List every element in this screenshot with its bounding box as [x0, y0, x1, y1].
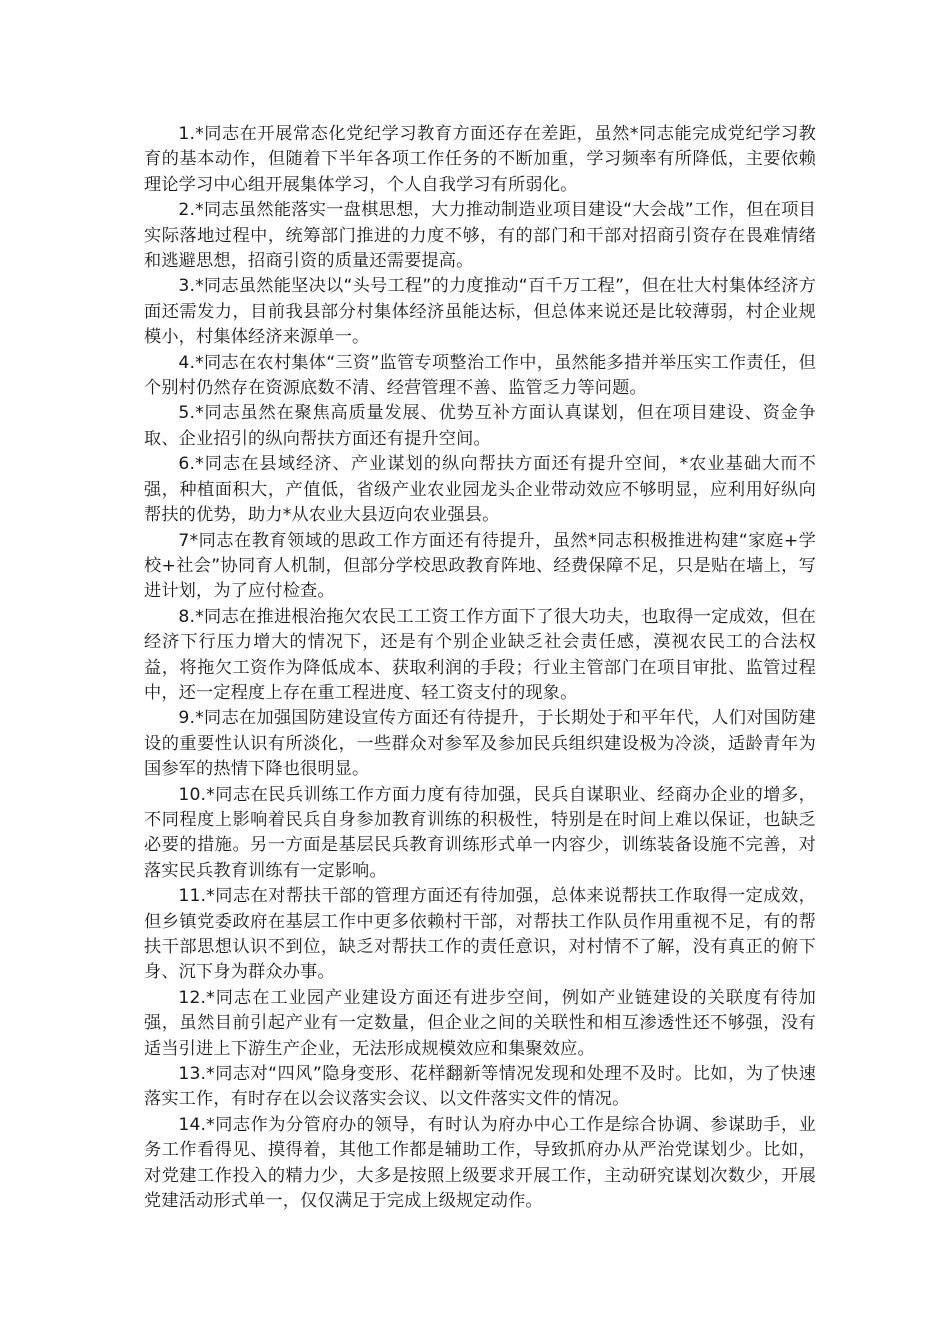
paragraph-11: 11.*同志在对帮扶干部的管理方面还有待加强，总体来说帮扶工作取得一定成效，但乡镇党委政府在基层工作中更多依赖村干部，对帮扶工作队员作用重视不足，有的帮扶干部思想认识不到位，缺乏对帮扶工作的责任意识，对村情不了解，没有真正的俯下身、沉下身为群众办事。	[144, 886, 816, 983]
paragraph-6: 6.*同志在县域经济、产业谋划的纵向帮扶方面还有提升空间，*农业基础大而不强，种植面积大，产值低，省级产业农业园龙头企业带动效应不够明显，应利用好纵向帮扶的优势，助力*从农业大县迈向农业强县。	[144, 454, 816, 526]
paragraph-12: 12.*同志在工业园产业建设方面还有进步空间，例如产业链建设的关联度有待加强，虽然目前引起产业有一定数量，但企业之间的关联性和相互渗透性还不够强，没有适当引进上下游生产企业，无法形成规模效应和集聚效应。	[144, 987, 816, 1059]
paragraph-7: 7*同志在教育领域的思政工作方面还有待提升，虽然*同志积极推进构建“家庭+学校+社会”协同育人机制，但部分学校思政教育阵地、经费保障不足，只是贴在墙上，写进计划，为了应付检查。	[144, 530, 816, 602]
paragraph-14: 14.*同志作为分管府办的领导，有时认为府办中心工作是综合协调、参谋助手，业务工作看得见、摸得着，其他工作都是辅助工作，导致抓府办从严治党谋划少。比如，对党建工作投入的精力少，大多是按照上级要求开展工作，主动研究谋划次数少，开展党建活动形式单一，仅仅满足于完成上级规定动作。	[144, 1114, 816, 1212]
paragraph-3: 3.*同志虽然能坚决以“头号工程”的力度推动“百千万工程”，但在壮大村集体经济方面还需发力，目前我县部分村集体经济虽能达标，但总体来说还是比较薄弱，村企业规模小，村集体经济来源单一。	[144, 276, 816, 348]
document-body	[144, 122, 816, 1214]
paragraph-9: 9.*同志在加强国防建设宣传方面还有待提升，于长期处于和平年代，人们对国防建设的重要性认识有所淡化，一些群众对参军及参加民兵组织建设极为冷淡，适龄青年为国参军的热情下降也很明显。	[144, 708, 816, 780]
paragraph-2: 2.*同志虽然能落实一盘棋思想，大力推动制造业项目建设“大会战”工作，但在项目实际落地过程中，统筹部门推进的力度不够，有的部门和干部对招商引资存在畏难情绪和逃避思想，招商引资的质量还需要提高。	[144, 200, 816, 272]
paragraph-4: 4.*同志在农村集体“三资”监管专项整治工作中，虽然能多措并举压实工作责任，但个别村仍然存在资源底数不清、经营管理不善、监管乏力等问题。	[144, 352, 816, 399]
paragraph-13: 13.*同志对“四风”隐身变形、花样翻新等情况发现和处理不及时。比如，为了快速落实工作，有时存在以会议落实会议、以文件落实文件的情况。	[144, 1064, 816, 1110]
paragraph-1: 1.*同志在开展常态化党纪学习教育方面还存在差距，虽然*同志能完成党纪学习教育的基本动作，但随着下半年各项工作任务的不断加重，学习频率有所降低，主要依赖理论学习中心组开展集体学习，个人自我学习有所弱化。	[144, 124, 816, 195]
paragraph-5: 5.*同志虽然在聚焦高质量发展、优势互补方面认真谋划，但在项目建设、资金争取、企业招引的纵向帮扶方面还有提升空间。	[144, 403, 816, 449]
paragraph-8: 8.*同志在推进根治拖欠农民工工资工作方面下了很大功夫，也取得一定成效，但在经济下行压力增大的情况下，还是有个别企业缺乏社会责任感，漠视农民工的合法权益，将拖欠工资作为降低成本、获取利润的手段；行业主管部门在项目审批、监管过程中，还一定程度上存在重工程进度、轻工资支付的现象。	[144, 606, 816, 703]
paragraph-10: 10.*同志在民兵训练工作方面力度有待加强，民兵自谋职业、经商办企业的增多，不同程度上影响着民兵自身参加教育训练的积极性，特别是在时间上难以保证，也缺乏必要的措施。另一方面是基层民兵教育训练形式单一内容少，训练装备设施不完善，对落实民兵教育训练有一定影响。	[144, 784, 816, 881]
